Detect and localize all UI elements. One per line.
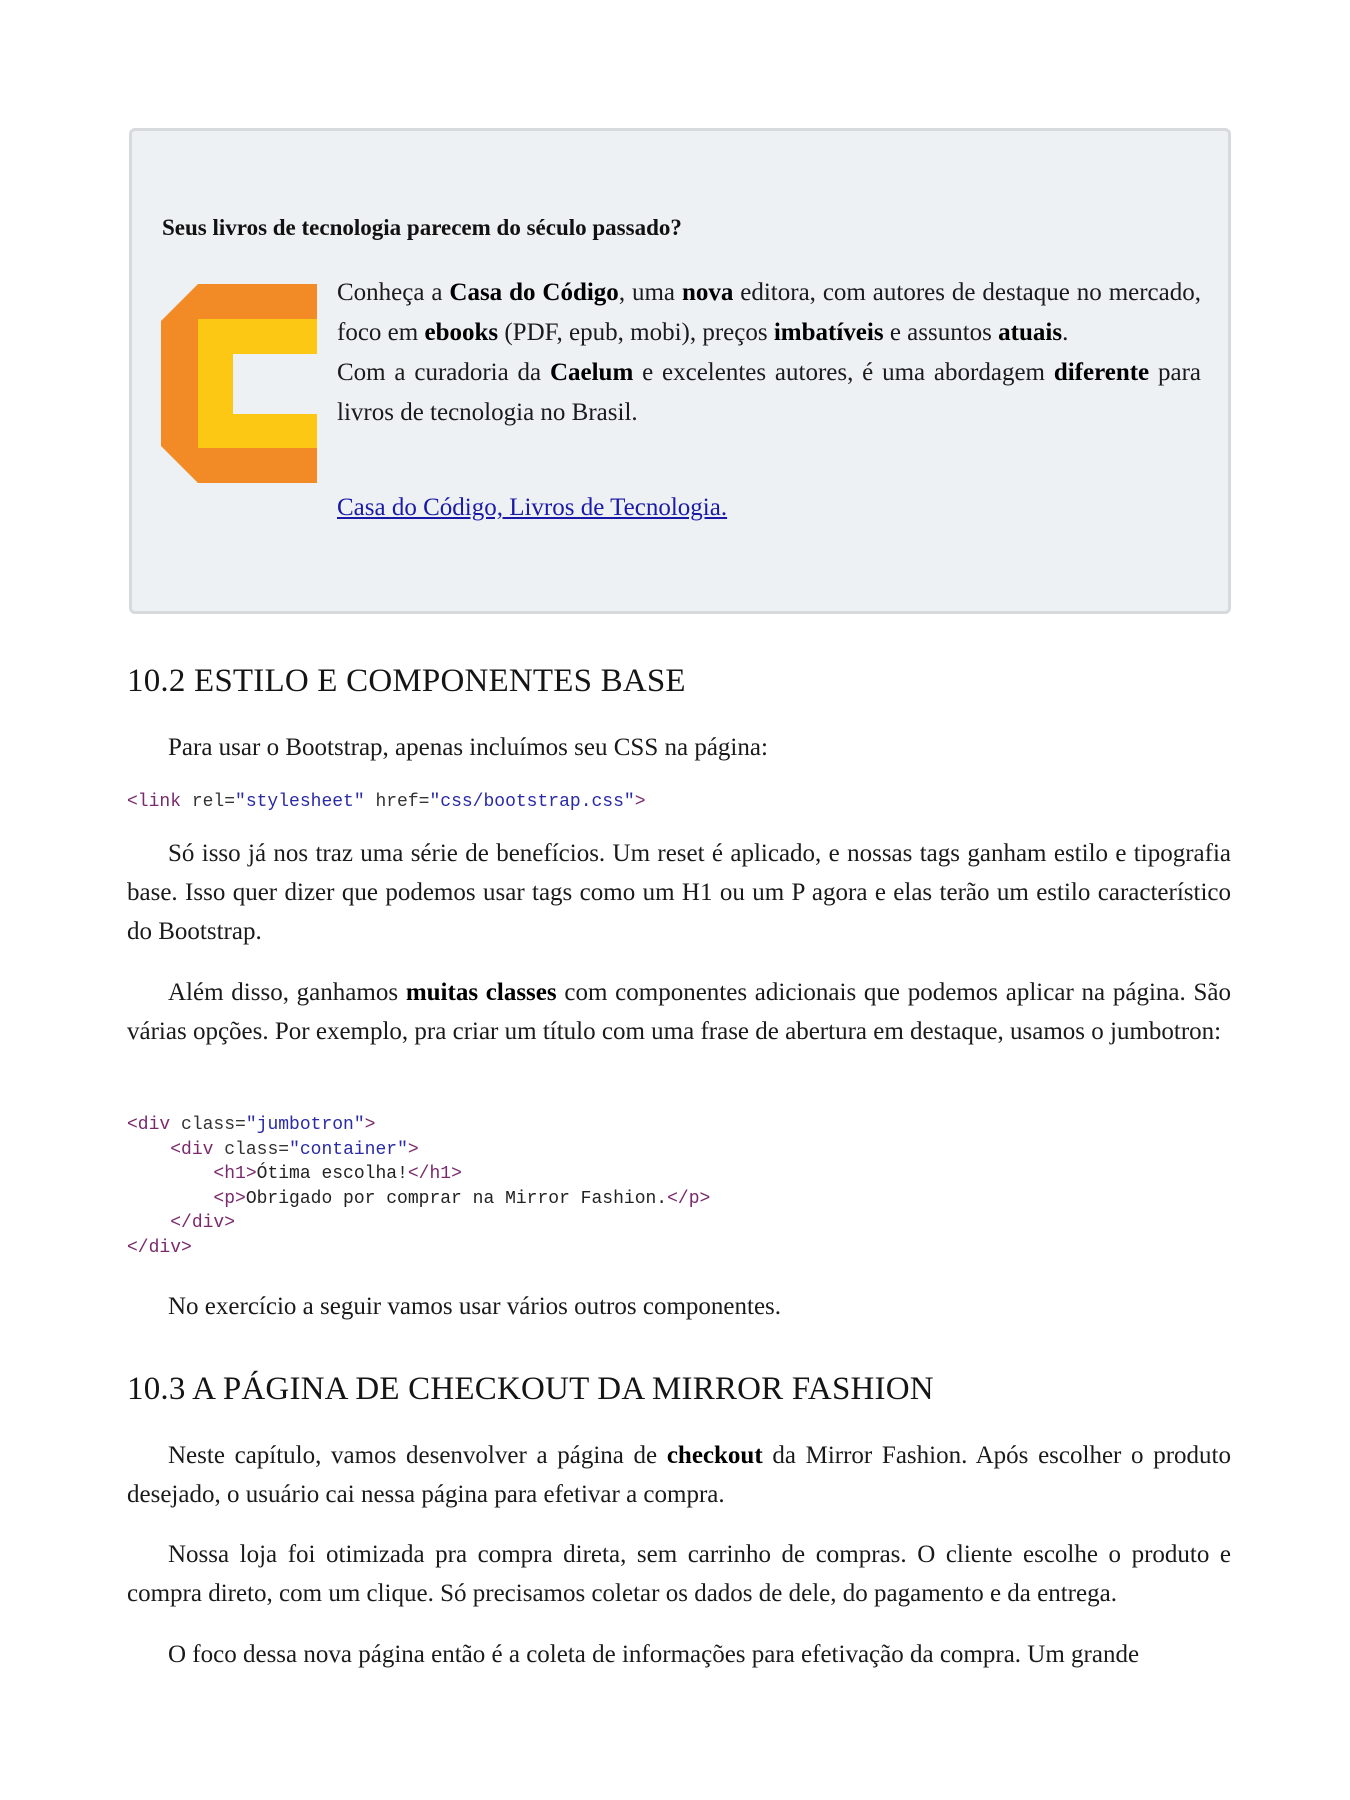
ad-text-run: Conheça a xyxy=(337,279,450,306)
section-10-3-paragraph-1 xyxy=(127,1436,1231,1514)
code-token: > xyxy=(634,792,646,812)
text-run: Além disso, ganhamos xyxy=(168,979,406,1006)
code-token: > xyxy=(364,1115,376,1135)
code-token: <div xyxy=(170,1139,214,1160)
text-run: Neste capítulo, vamos desenvolver a página de xyxy=(168,1442,667,1469)
code-token: <div xyxy=(127,1115,171,1135)
section-10-3-paragraph-2: Nossa loja foi otimizada pra compra direta, sem carrinho de compras. O cliente escolhe o produto e compra direto, com um clique. Só precisamos coletar os dados de dele, do pagamento e da entrega. xyxy=(127,1541,1231,1607)
publisher-ad-box xyxy=(129,128,1231,614)
section-10-2-title: 10.2 ESTILO E COMPONENTES BASE xyxy=(127,663,686,699)
ad-bold-run: imbatíveis xyxy=(773,319,884,346)
bold-run: muitas classes xyxy=(405,979,557,1006)
code-block-jumbotron xyxy=(127,1113,710,1260)
code-token: "css/bootstrap.css" xyxy=(429,792,635,812)
ad-bold-run: Caelum xyxy=(549,359,634,386)
ad-bold-run: atuais xyxy=(998,319,1063,346)
ad-heading: Seus livros de tecnologia parecem do século passado? xyxy=(162,215,682,240)
code-token: "container" xyxy=(289,1139,408,1160)
code-token: <p> xyxy=(213,1188,246,1209)
ad-text-run: (PDF, epub, mobi), preços xyxy=(498,319,774,346)
logo-outer-bracket xyxy=(161,284,317,483)
casa-do-codigo-link[interactable]: Casa do Código, Livros de Tecnologia. xyxy=(337,494,728,521)
code-block-link xyxy=(127,790,646,815)
ad-text-run: Com a curadoria da xyxy=(337,359,550,386)
ad-description xyxy=(337,273,1201,433)
code-token: Ótima escolha! xyxy=(256,1164,408,1184)
ad-bold-run: Casa do Código xyxy=(449,279,619,306)
section-10-2-intro: Para usar o Bootstrap, apenas incluímos seu CSS na página: xyxy=(168,734,768,761)
text-run: da Mirror Fashion. Após escolher o produto desejado, o usuário cai nessa página para efetivar a compra. xyxy=(127,1442,1231,1508)
code-token: </p> xyxy=(667,1188,711,1209)
code-token: "stylesheet" xyxy=(235,792,365,812)
code-token: class= xyxy=(213,1139,290,1160)
section-10-2-paragraph-1: Só isso já nos traz uma série de benefícios. Um reset é aplicado, e nossas tags ganham estilo e tipografia base. Isso quer dizer que podemos usar tags como um H1 ou um P agora e elas terão um estilo característico do Bootstrap. xyxy=(127,840,1231,945)
code-token: "jumbotron" xyxy=(245,1115,365,1135)
ad-text-run: editora, com autores de destaque no mercado, foco em xyxy=(337,279,1202,346)
code-token: rel= xyxy=(181,792,236,812)
ad-text-run: para livros de tecnologia no Brasil. xyxy=(337,359,1201,426)
ad-bold-run: ebooks xyxy=(424,319,499,346)
code-token: > xyxy=(407,1139,419,1160)
ad-text-run: e assuntos xyxy=(883,319,999,346)
code-token: <h1> xyxy=(213,1164,257,1184)
section-10-3-title: 10.3 A PÁGINA DE CHECKOUT DA MIRROR FASHION xyxy=(127,1371,934,1407)
code-token: </h1> xyxy=(407,1164,462,1184)
section-10-2-paragraph-3: No exercício a seguir vamos usar vários outros componentes. xyxy=(168,1293,782,1320)
ad-text-run: . xyxy=(1062,319,1069,346)
code-token: <link xyxy=(127,792,182,812)
ad-text-run: e excelentes autores, é uma abordagem xyxy=(633,359,1054,386)
bold-run: checkout xyxy=(666,1442,763,1469)
ad-paragraph-1 xyxy=(337,273,1201,353)
ad-text-run: , uma xyxy=(618,279,682,306)
code-token: </div> xyxy=(127,1237,192,1258)
code-token: href= xyxy=(364,792,430,812)
ad-bold-run: diferente xyxy=(1053,359,1150,386)
text-run: com componentes adicionais que podemos aplicar na página. São várias opções. Por exemplo, pra criar um título com uma frase de abertura em destaque, usamos o jumbotron: xyxy=(127,979,1231,1045)
ad-paragraph-2 xyxy=(337,353,1201,433)
ad-bold-run: nova xyxy=(681,279,734,306)
code-token: </div> xyxy=(170,1213,236,1233)
code-token: class= xyxy=(170,1115,246,1135)
section-10-3-paragraph-3: O foco dessa nova página então é a coleta de informações para efetivação da compra. Um grande xyxy=(168,1641,1140,1668)
code-token: Obrigado por comprar na Mirror Fashion. xyxy=(245,1188,668,1209)
logo-inner-bracket xyxy=(198,319,317,448)
section-10-2-paragraph-2 xyxy=(127,973,1231,1051)
casa-do-codigo-logo xyxy=(161,284,317,483)
